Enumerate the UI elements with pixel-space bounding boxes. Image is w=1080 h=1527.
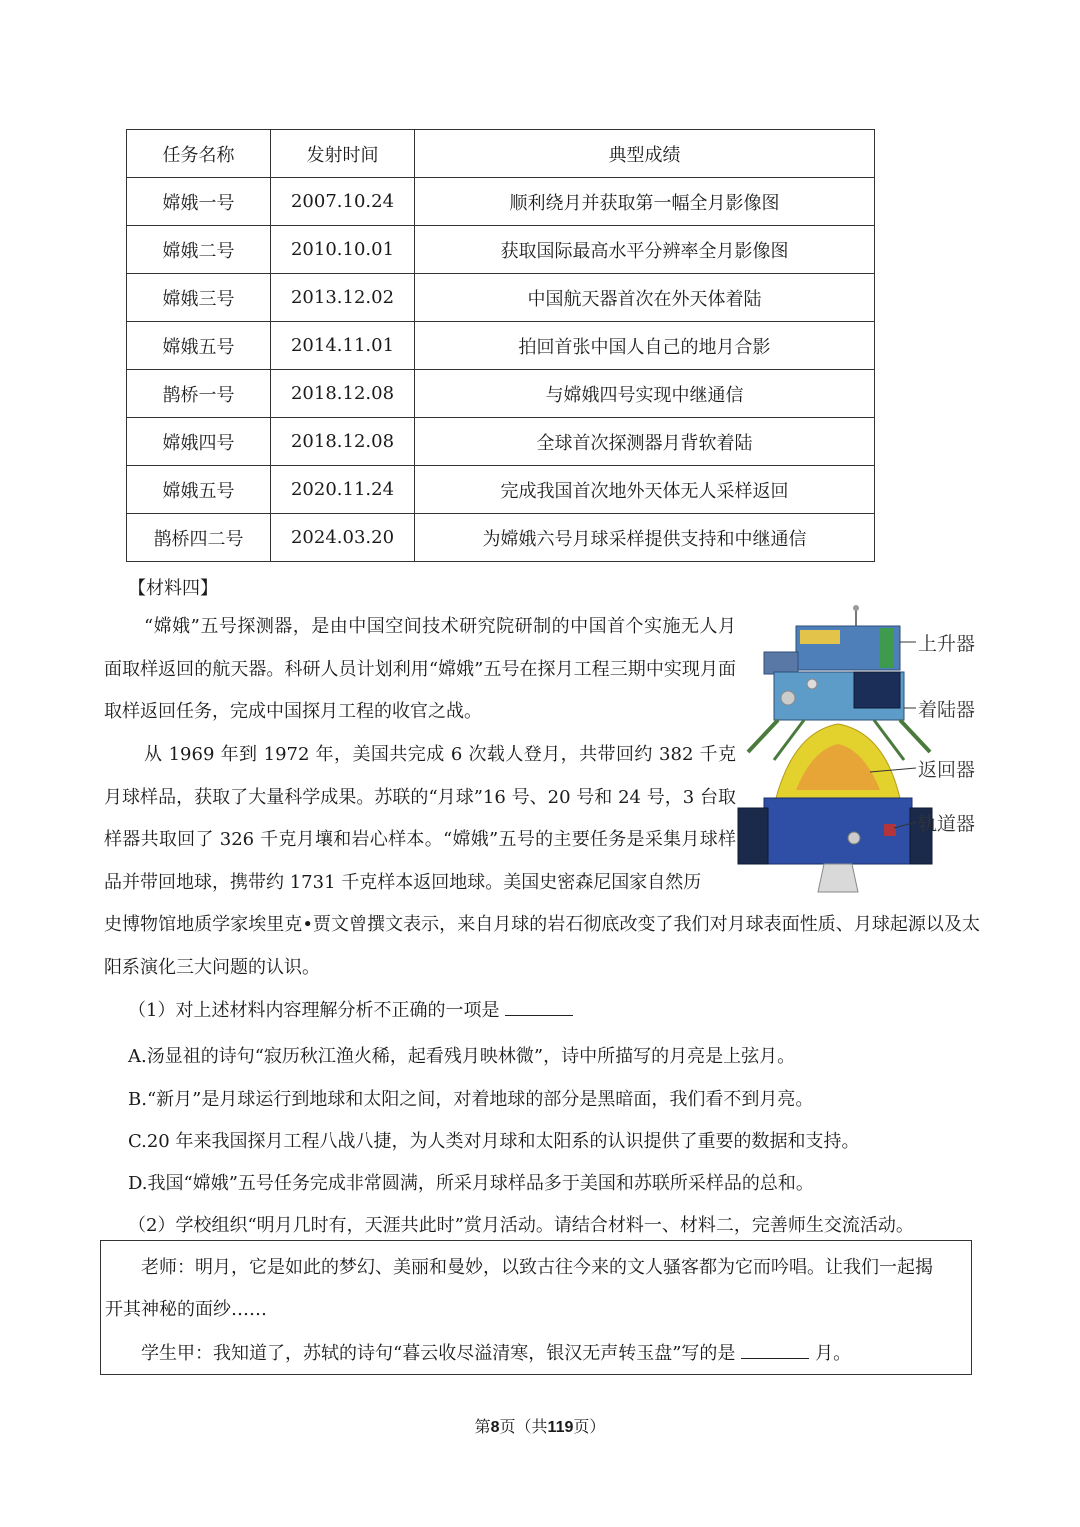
achievement-cell: 拍回首张中国人自己的地月合影 <box>415 322 875 370</box>
footer-suffix: 页） <box>573 1417 606 1436</box>
footer-prefix: 第 <box>474 1417 491 1436</box>
mission-name-cell: 嫦娥四号 <box>127 418 271 466</box>
header-launch-time: 发射时间 <box>271 130 415 178</box>
mission-name-cell: 嫦娥五号 <box>127 466 271 514</box>
material4-paragraph-2-continued: 史博物馆地质学家埃里克•贾文曾撰文表示，来自月球的岩石彻底改变了我们对月球表面性质、月球起源以及太阳系演化三大问题的认识。 <box>104 914 980 978</box>
launch-date-cell: 2007.10.24 <box>271 178 415 226</box>
achievement-cell: 全球首次探测器月背软着陆 <box>415 418 875 466</box>
launch-date-cell: 2010.10.01 <box>271 226 415 274</box>
teacher-line-1: 老师：明月，它是如此的梦幻、美丽和曼妙，以致古往今来的文人骚客都为它而吟唱。让我们一起揭 <box>141 1257 933 1278</box>
option-c: C.20 年来我国探月工程八战八捷，为人类对月球和太阳系的认识提供了重要的数据和支持。 <box>128 1131 860 1152</box>
label-returner: 返回器 <box>918 760 976 781</box>
launch-date-cell: 2020.11.24 <box>271 466 415 514</box>
student-a-suffix: 月。 <box>815 1343 852 1364</box>
mission-name-cell: 嫦娥三号 <box>127 274 271 322</box>
label-lander: 着陆器 <box>918 700 976 721</box>
mission-name-cell: 鹊桥一号 <box>127 370 271 418</box>
material4-paragraph-1: “嫦娥”五号探测器，是由中国空间技术研究院研制的中国首个实施无人月面取样返回的航天器。科研人员计划利用“嫦娥”五号在探月工程三期中实现月面取样返回任务，完成中国探月工程的收官之战。 <box>104 616 736 722</box>
achievement-cell: 中国航天器首次在外天体着陆 <box>415 274 875 322</box>
material4-title: 【材料四】 <box>128 578 218 599</box>
table-row <box>127 466 875 514</box>
table-row <box>127 226 875 274</box>
achievement-cell: 完成我国首次地外天体无人采样返回 <box>415 466 875 514</box>
student-a-line <box>141 1333 851 1375</box>
launch-date-cell: 2018.12.08 <box>271 418 415 466</box>
material4-paragraph-2: 从 1969 年到 1972 年，美国共完成 6 次载人登月，共带回约 382 千克月球样品，获取了大量科学成果。苏联的“月球”16 号、20 号和 24 号，3 台取样器共取回了 326 千克月壤和岩心样本。“嫦娥”五号的主要任务是采集月球样品并带回地球，携带约 1731 千克样本返回地球。美国史密森尼国家自然历 <box>104 744 736 893</box>
question-1 <box>128 996 573 1022</box>
table-row <box>127 418 875 466</box>
mission-name-cell: 嫦娥一号 <box>127 178 271 226</box>
question-1-text: （1）对上述材料内容理解分析不正确的一项是 <box>128 1000 500 1021</box>
footer-total-pages: 119 <box>547 1419 574 1436</box>
option-a: A.汤显祖的诗句“寂历秋江渔火稀，起看残月映林微”，诗中所描写的月亮是上弦月。 <box>128 1046 796 1067</box>
option-b: B.“新月”是月球运行到地球和太阳之间，对着地球的部分是黑暗面，我们看不到月亮。 <box>128 1089 814 1110</box>
answer-blank <box>741 1342 809 1359</box>
label-ascender: 上升器 <box>918 634 976 655</box>
dialogue-box <box>100 1240 972 1375</box>
question-2: （2）学校组织“明月几时有，天涯共此时”赏月活动。请结合材料一、材料二，完善师生交流活动。 <box>128 1215 914 1236</box>
achievement-cell: 与嫦娥四号实现中继通信 <box>415 370 875 418</box>
mission-name-cell: 嫦娥二号 <box>127 226 271 274</box>
page-footer <box>0 1414 1080 1437</box>
achievement-cell: 为嫦娥六号月球采样提供支持和中继通信 <box>415 514 875 562</box>
option-d: D.我国“嫦娥”五号任务完成非常圆满，所采月球样品多于美国和苏联所采样品的总和。 <box>128 1173 814 1194</box>
mission-table <box>126 129 875 562</box>
footer-mid: 页（共 <box>499 1417 548 1436</box>
launch-date-cell: 2018.12.08 <box>271 370 415 418</box>
launch-date-cell: 2024.03.20 <box>271 514 415 562</box>
table-header-row <box>127 130 875 178</box>
table-row <box>127 514 875 562</box>
answer-blank <box>505 999 573 1016</box>
student-a-text: 学生甲：我知道了，苏轼的诗句“暮云收尽溢清寒，银汉无声转玉盘”写的是 <box>141 1343 736 1364</box>
table-row <box>127 178 875 226</box>
mission-name-cell: 嫦娥五号 <box>127 322 271 370</box>
mission-name-cell: 鹊桥四二号 <box>127 514 271 562</box>
achievement-cell: 顺利绕月并获取第一幅全月影像图 <box>415 178 875 226</box>
footer-page-number: 8 <box>490 1419 500 1436</box>
header-mission-name: 任务名称 <box>127 130 271 178</box>
achievement-cell: 获取国际最高水平分辨率全月影像图 <box>415 226 875 274</box>
launch-date-cell: 2014.11.01 <box>271 322 415 370</box>
label-orbiter: 轨道器 <box>918 814 976 835</box>
table-row <box>127 322 875 370</box>
table-row <box>127 274 875 322</box>
launch-date-cell: 2013.12.02 <box>271 274 415 322</box>
header-achievement: 典型成绩 <box>415 130 875 178</box>
table-row <box>127 370 875 418</box>
probe-diagram <box>734 602 986 898</box>
teacher-line-2: 开其神秘的面纱…… <box>105 1299 267 1320</box>
